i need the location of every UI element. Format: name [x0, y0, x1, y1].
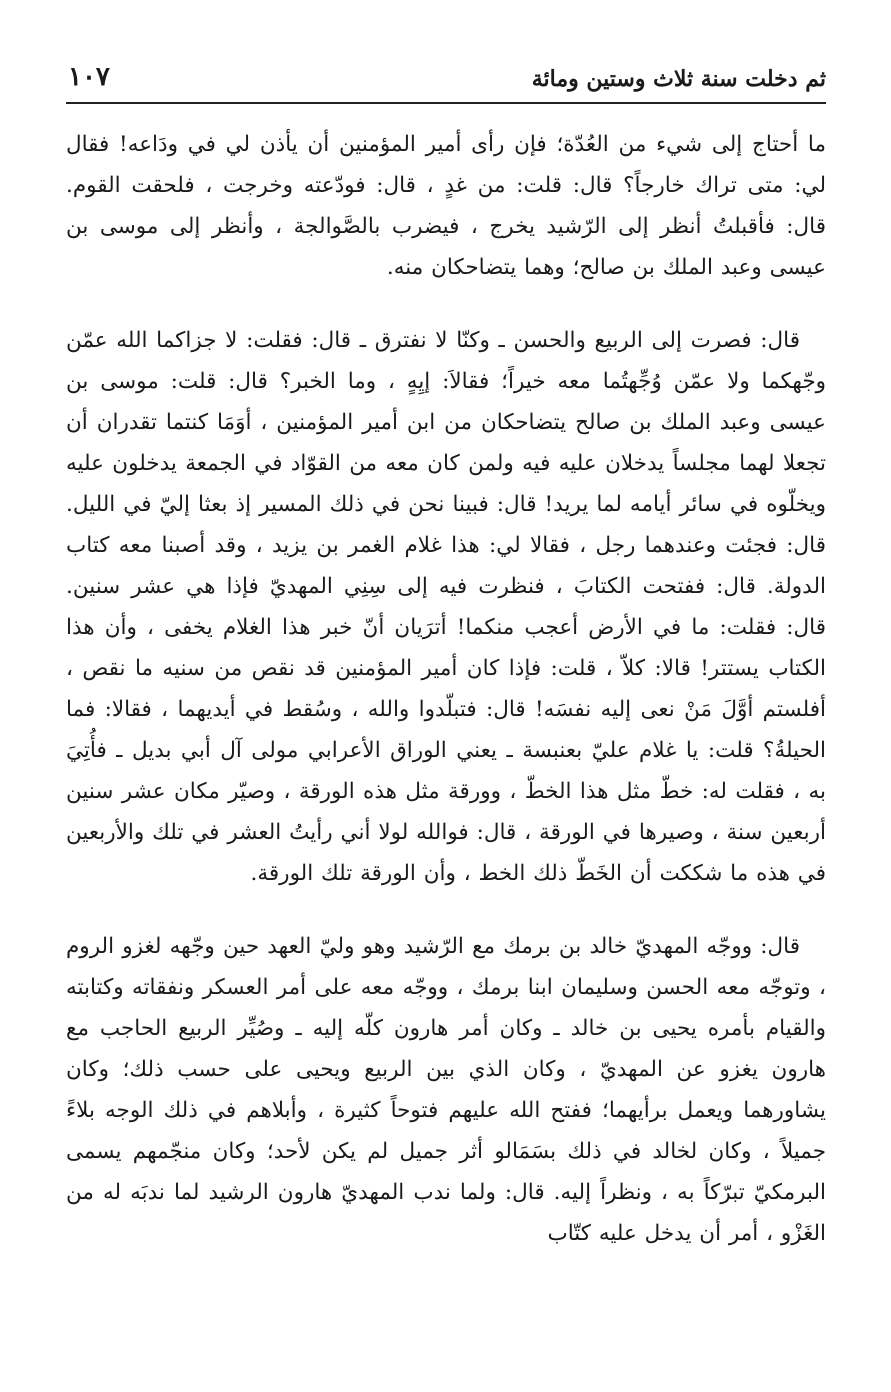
header-rule: [66, 102, 826, 104]
running-title: ثم دخلت سنة ثلاث وستين ومائة: [531, 66, 826, 92]
page-number: ١٠٧: [68, 62, 110, 92]
running-header: [66, 58, 826, 102]
book-page: [66, 58, 826, 1378]
paragraph-2: قال: فصرت إلى الربيع والحسن ـ وكنّا لا نفترق ـ قال: فقلت: لا جزاكما الله عمّن وجّهكما ولا عمّن وُجِّهتُما معه خيراً؛ فقالاَ: إيِهٍ ، وما الخبر؟ قال: قلت: موسى بن عيسى وعبد الملك بن صالح يتضاحكان من ابن أمير المؤمنين ، أوَمَا كنتما تقدران أن تجعلا لهما مجلساً يدخلان عليه فيه ولمن كان معه من القوّاد في الجمعة يدخلون عليه ويخلّوه في سائر أيامه لما يريد! قال: فبينا نحن في ذلك المسير إذ بعثا إليّ في الليل. قال: فجئت وعندهما رجل ، فقالا لي: هذا غلام الغمر بن يزيد ، وقد أصبنا معه كتاب الدولة. قال: ففتحت الكتابَ ، فنظرت فيه إلى سِنِي المهديّ فإذا هي عشر سنين. قال: فقلت: ما في الأرض أعجب منكما! أترَيان أنّ خبر هذا الغلام يخفى ، وأن هذا الكتاب يستتر! قالا: كلاّ ، قلت: فإذا كان أمير المؤمنين قد نقص من سنيه ما نقص ، أفلستم أوَّلَ مَنْ نعى إليه نفسَه! قال: فتبلّدوا والله ، وسُقط في أيديهما ، فقالا: فما الحيلةُ؟ قلت: يا غلام عليّ بعنبسة ـ يعني الوراق الأعرابي مولى آل أبي بديل ـ فأُتِيَ به ، فقلت له: خطّ مثل هذا الخطّ ، وورقة مثل هذه الورقة ، وصيّر مكان عشر سنين أربعين سنة ، وصيرها في الورقة ، قال: فوالله لولا أني رأيتُ العشر في تلك والأربعين في هذه ما شككت أن الخَطّ ذلك الخط ، وأن الورقة تلك الورقة.: [66, 328, 826, 886]
body-text: [66, 124, 826, 1254]
paragraph-1: ما أحتاج إلى شيء من العُدّة؛ فإن رأى أمير المؤمنين أن يأذن لي في ودَاعه! فقال لي: متى تراك خارجاً؟ قال: قلت: من غدٍ ، قال: فودّعته وخرجت ، فلحقت القوم. قال: فأقبلتُ أنظر إلى الرّشيد يخرج ، فيضرب بالصَّوالجة ، وأنظر إلى موسى بن عيسى وعبد الملك بن صالح؛ وهما يتضاحكان منه.: [66, 132, 826, 280]
paragraph-3: قال: ووجّه المهديّ خالد بن برمك مع الرّشيد وهو وليّ العهد حين وجّهه لغزو الروم ، وتوجّه معه الحسن وسليمان ابنا برمك ، ووجّه معه على أمر العسكر ونفقاته وكتابته والقيام بأمره يحيى بن خالد ـ وكان أمر هارون كلّه إليه ـ وصُيِّر الربيع الحاجب مع هارون يغزو عن المهديّ ، وكان الذي بين الربيع ويحيى على حسب ذلك؛ وكان يشاورهما ويعمل برأيهما؛ ففتح الله عليهم فتوحاً كثيرة ، وأبلاهم في ذلك الوجه بلاءً جميلاً ، وكان لخالد في ذلك بسَمَالو أثر جميل لم يكن لأحد؛ وكان منجّمهم يسمى البرمكيّ تبرّكاً به ، ونظراً إليه. قال: ولما ندب المهديّ هارون الرشيد لما ندبَه له من الغَزْو ، أمر أن يدخل عليه كتّاب: [66, 934, 826, 1246]
